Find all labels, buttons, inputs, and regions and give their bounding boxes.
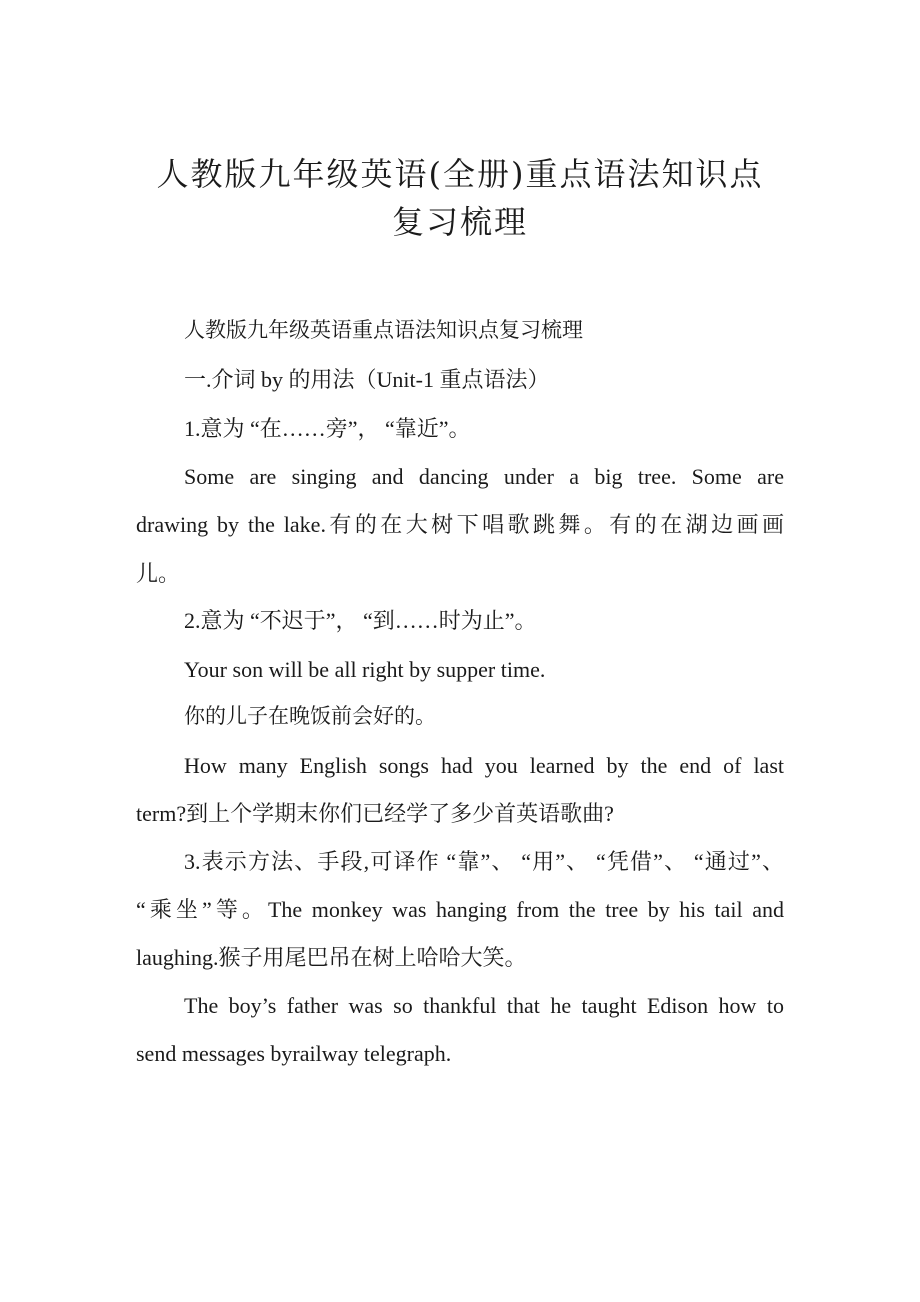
example-4-line-1: The boy’s father was so thankful that he taught Edison how to bbox=[184, 993, 784, 1018]
document-title-line-2: 复习梳理 bbox=[391, 203, 528, 241]
usage-point-2: 2.意为 “不迟于”， “到……时为止”。 bbox=[184, 608, 537, 633]
example-2-english: Your son will be all right by supper time. bbox=[184, 657, 546, 682]
example-1-line-2: drawing by the lake.有的在大树下唱歌跳舞。有的在湖边画画 bbox=[136, 512, 784, 537]
document-title-line-1: 人教版九年级英语(全册)重点语法知识点 bbox=[156, 155, 764, 193]
example-3-line-1: How many English songs had you learned by the end of last bbox=[184, 753, 784, 778]
usage-point-3-line-3: laughing.猴子用尾巴吊在树上哈哈大笑。 bbox=[136, 945, 527, 970]
example-2-chinese: 你的儿子在晚饭前会好的。 bbox=[184, 704, 436, 728]
usage-point-1: 1.意为 “在……旁”， “靠近”。 bbox=[184, 416, 471, 441]
usage-point-3-line-1: 3.表示方法、手段,可译作 “靠”、 “用”、 “凭借”、 “通过”、 bbox=[184, 849, 784, 874]
subtitle-paragraph: 人教版九年级英语重点语法知识点复习梳理 bbox=[184, 318, 583, 342]
example-1-line-3: 儿。 bbox=[136, 561, 181, 586]
usage-point-3-line-2: “乘坐”等。The monkey was hanging from the tree by his tail and bbox=[136, 897, 784, 922]
example-1-line-1: Some are singing and dancing under a big tree. Some are bbox=[184, 464, 784, 489]
section-heading-by-usage: 一.介词 by 的用法（Unit-1 重点语法） bbox=[184, 367, 550, 392]
example-4-line-2: send messages byrailway telegraph. bbox=[136, 1041, 452, 1066]
example-3-line-2: term?到上个学期末你们已经学了多少首英语歌曲? bbox=[136, 801, 614, 826]
